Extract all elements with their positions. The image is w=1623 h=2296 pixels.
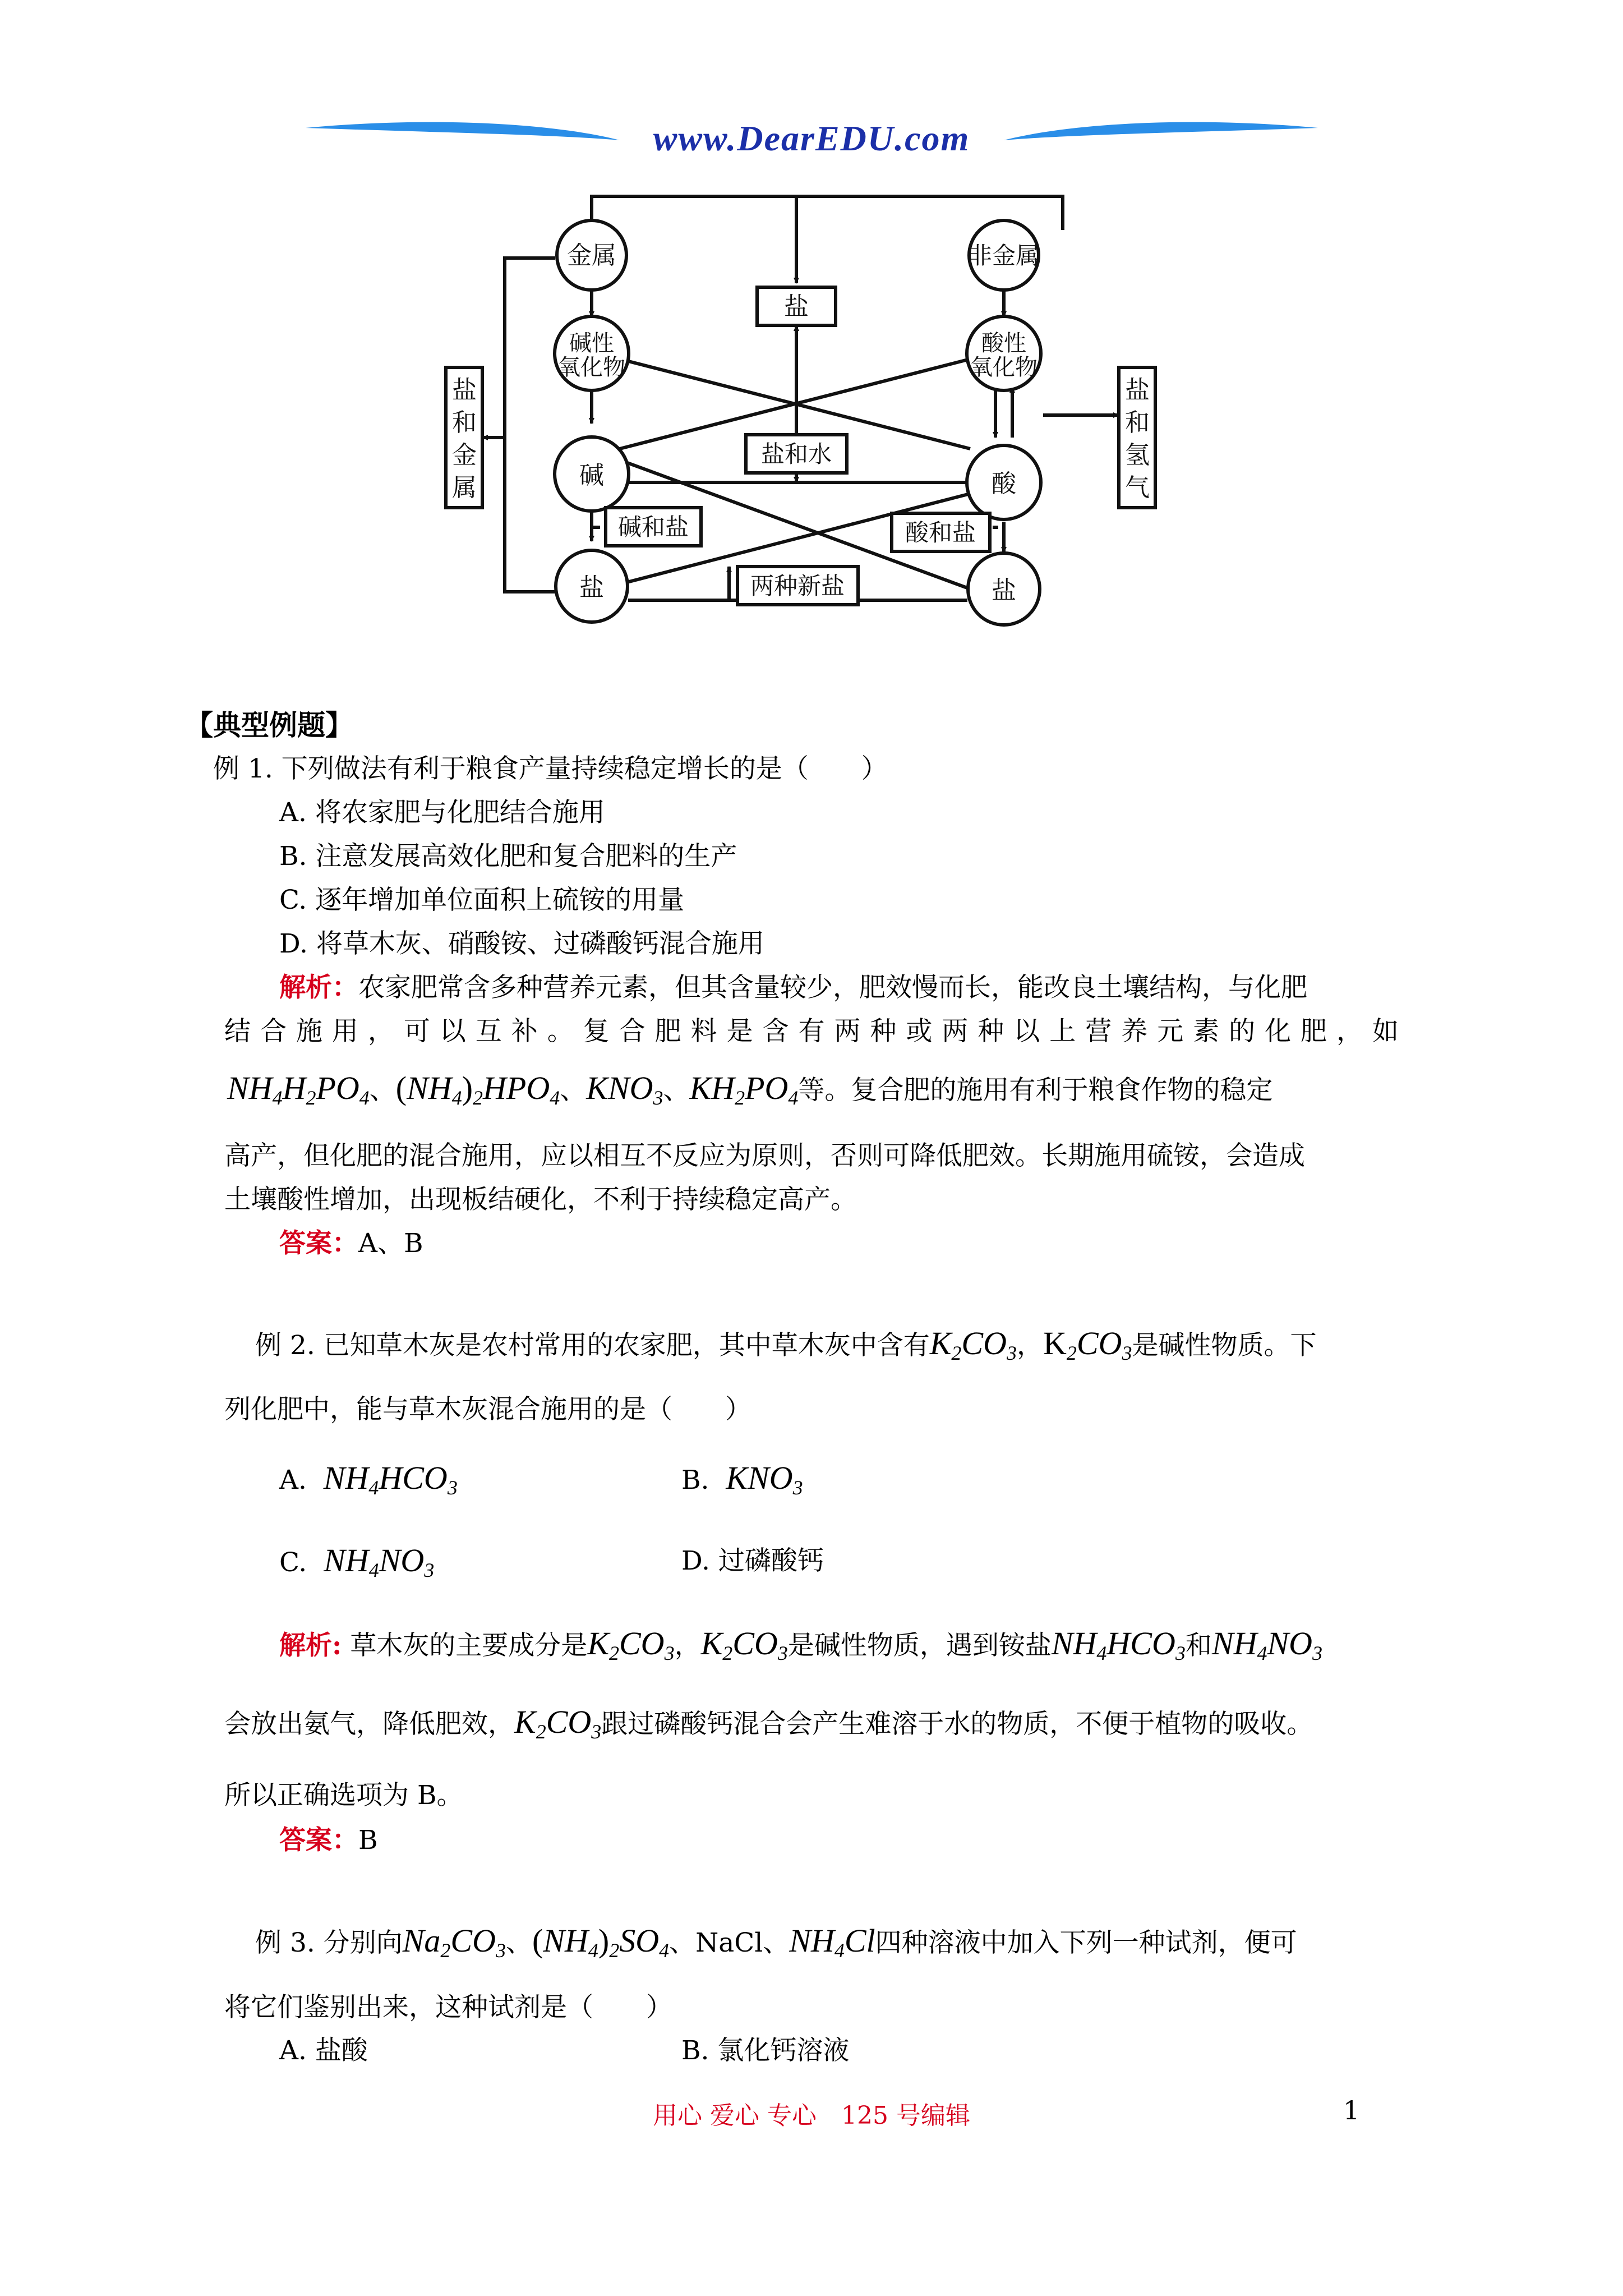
- ex2-analysis-line2: [224, 1700, 1313, 1754]
- formula-nh4-2hpo4: $(NH_4)_2HPO_4$: [395, 1070, 560, 1109]
- formula-nh4hco3-b: $NH_4HCO_3$: [1051, 1625, 1186, 1664]
- ex3-question-line2: 将它们鉴别出来，这种试剂是（ ）: [224, 1992, 672, 2023]
- label-salt-hydrogen-3: 氢: [1125, 441, 1150, 470]
- ex2-analysis-line3: 所以正确选项为 B。: [224, 1780, 463, 1811]
- ex1-answer-label: 答案：: [279, 1228, 358, 1259]
- ex3-question-tail: 四种溶液中加入下列一种试剂，便可: [875, 1927, 1297, 1958]
- ex1-option-b: B. 注意发展高效化肥和复合肥料的生产: [279, 841, 737, 872]
- ex3-question-head: 例 3. 分别向: [255, 1927, 403, 1958]
- ex1-answer-value: A、B: [358, 1228, 423, 1259]
- label-box-two-salts: 两种新盐: [750, 572, 845, 600]
- label-box-acid-salt: 酸和盐: [905, 519, 976, 546]
- ex2-question-mid: 是碱性物质。下: [1132, 1330, 1317, 1361]
- label-acidic-oxide-2: 氧化物: [970, 355, 1038, 380]
- formula-nh4hco3: $NH_4HCO_3$: [323, 1460, 458, 1499]
- ex1-option-c: C. 逐年增加单位面积上硫铵的用量: [279, 885, 685, 915]
- ex1-analysis-label: 解析：: [279, 972, 358, 1003]
- formula-na2co3: $Na_2CO_3$: [402, 1922, 506, 1962]
- formula-k2co3-b: $K_2CO_3$: [1043, 1325, 1132, 1364]
- ex1-analysis-line5: 土壤酸性增加，出现板结硬化，不利于持续稳定高产。: [224, 1184, 857, 1215]
- formula-nh4-2so4: $(NH_4)_2SO_4$: [532, 1922, 670, 1962]
- ex3-question-mid: 、NaCl、: [669, 1927, 790, 1958]
- label-box-salt: 盐: [784, 292, 809, 321]
- formula-k2co3-e: $K_2CO_3$: [514, 1704, 602, 1743]
- label-salt-left: 盐: [579, 573, 604, 602]
- ex2-option-a-label: A.: [279, 1465, 307, 1496]
- label-metal: 金属: [567, 241, 616, 270]
- ex2-question-head: 例 2. 已知草木灰是农村常用的农家肥，其中草木灰中含有: [255, 1330, 930, 1361]
- formula-kno3-b: $KNO_3$: [726, 1460, 803, 1499]
- ex1-analysis-line1: [279, 970, 1307, 1005]
- formula-k2co3-c: $K_2CO_3$: [587, 1625, 675, 1664]
- label-salt-hydrogen-2: 和: [1125, 408, 1150, 437]
- ex2-option-a: [279, 1456, 458, 1510]
- label-salt-metal-1: 盐: [452, 376, 477, 404]
- ex2-analysis-label: 解析:: [279, 1630, 342, 1661]
- label-basic-oxide-2: 氧化物: [558, 355, 625, 380]
- ex1-analysis-line2: 结合施用，可以互补。复合肥料是含有两种或两种以上营养元素的化肥，如: [224, 1016, 1408, 1047]
- site-banner-text: www.DearEDU.com: [653, 118, 970, 158]
- label-salt-right: 盐: [992, 576, 1016, 605]
- ex1-answer: [279, 1226, 423, 1261]
- label-acidic-oxide-1: 酸性: [981, 330, 1026, 356]
- label-box-salt-water: 盐和水: [760, 440, 832, 468]
- ex1-question: 例 1. 下列做法有利于粮食产量持续稳定增长的是（ ）: [213, 753, 888, 784]
- ex3-option-a: A. 盐酸: [279, 2035, 368, 2066]
- formula-kno3: $KNO_3$: [586, 1070, 663, 1109]
- label-basic-oxide-1: 碱性: [569, 330, 614, 356]
- ex1-analysis-text1: 农家肥常含多种营养元素，但其含量较少，肥效慢而长，能改良土壤结构，与化肥: [358, 972, 1307, 1003]
- ex1-option-d: D. 将草木灰、硝酸铵、过磷酸钙混合施用: [279, 928, 764, 959]
- ex2-answer: [279, 1823, 378, 1858]
- ex3-option-b: B. 氯化钙溶液: [681, 2035, 850, 2066]
- label-box-base-salt: 碱和盐: [617, 513, 689, 541]
- chemistry-relation-diagram: [0, 191, 1623, 639]
- formula-kh2po4: $KH_2PO_4$: [689, 1070, 799, 1109]
- label-nonmetal: 非金属: [968, 242, 1040, 269]
- ex2-analysis-text-e: 跟过磷酸钙混合会产生难溶于水的物质，不便于植物的吸收。: [601, 1709, 1313, 1740]
- ex2-option-c-label: C.: [279, 1547, 307, 1578]
- label-salt-metal-3: 金: [452, 441, 477, 470]
- label-base: 碱: [579, 461, 604, 490]
- formula-nh4h2po4: $NH_4H_2PO_4$: [227, 1070, 370, 1109]
- ex2-option-c: [279, 1538, 434, 1593]
- ex2-question-line1: 例 2. 已知草木灰是农村常用的农家肥，其中草木灰中含有$K_2CO_3$，$K_2CO_3$是碱性物质。下: [255, 1325, 1317, 1364]
- ex2-option-d: D. 过磷酸钙: [681, 1545, 824, 1576]
- formula-k2co3-a: $K_2CO_3$: [929, 1325, 1017, 1364]
- formula-nh4cl: $NH_4Cl$: [789, 1922, 875, 1962]
- ex1-analysis-line3: $NH_4H_2PO_4$、$(NH_4)_2HPO_4$、$KNO_3$、$KH_2PO_4$等。复合肥的施用有利于粮食作物的稳定: [227, 1070, 1273, 1109]
- ex2-analysis-text-b: 是碱性物质，遇到铵盐: [787, 1630, 1052, 1661]
- ex2-analysis-text-d: 会放出氨气，降低肥效，: [224, 1709, 514, 1740]
- footer-center-text: 用心 爱心 专心 125 号编辑: [653, 2101, 970, 2130]
- formula-k2co3-d: $K_2CO_3$: [700, 1625, 788, 1664]
- ex2-answer-value: B: [358, 1825, 378, 1856]
- label-salt-metal-4: 属: [452, 473, 477, 502]
- formula-nh4no3: $NH_4NO_3$: [324, 1542, 435, 1581]
- label-acid: 酸: [992, 470, 1016, 498]
- page-number: 1: [1343, 2095, 1360, 2125]
- ex2-analysis-text-a: 草木灰的主要成分是: [350, 1630, 588, 1661]
- section-title: 【典型例题】: [185, 708, 353, 742]
- ex1-analysis-line4: 高产，但化肥的混合施用，应以相互不反应为原则，否则可降低肥效。长期施用硫铵，会造成: [224, 1140, 1305, 1171]
- ex2-option-b: [681, 1456, 803, 1510]
- ex3-question-line1: 例 3. 分别向$Na_2CO_3$、$(NH_4)_2SO_4$、NaCl、$NH_4Cl$四种溶液中加入下列一种试剂，便可: [255, 1922, 1297, 1962]
- label-salt-hydrogen-1: 盐: [1125, 376, 1150, 404]
- label-salt-metal-2: 和: [452, 408, 477, 437]
- ex1-analysis-text3: 等。复合肥的施用有利于粮食作物的稳定: [798, 1075, 1273, 1106]
- ex1-option-a: A. 将农家肥与化肥结合施用: [279, 797, 605, 828]
- label-salt-hydrogen-4: 气: [1125, 473, 1150, 502]
- formula-nh4no3-b: $NH_4NO_3$: [1211, 1625, 1323, 1664]
- ex2-analysis-text-c: 和: [1185, 1630, 1212, 1661]
- ex2-analysis-line1: 解析: 草木灰的主要成分是$K_2CO_3$，$K_2CO_3$是碱性物质，遇到铵盐$NH_4HCO_3$和$NH_4NO_3$: [279, 1625, 1323, 1664]
- ex2-option-b-label: B.: [681, 1465, 709, 1496]
- ex2-question-line2: 列化肥中，能与草木灰混合施用的是（ ）: [224, 1394, 751, 1425]
- ex2-answer-label: 答案：: [279, 1825, 358, 1856]
